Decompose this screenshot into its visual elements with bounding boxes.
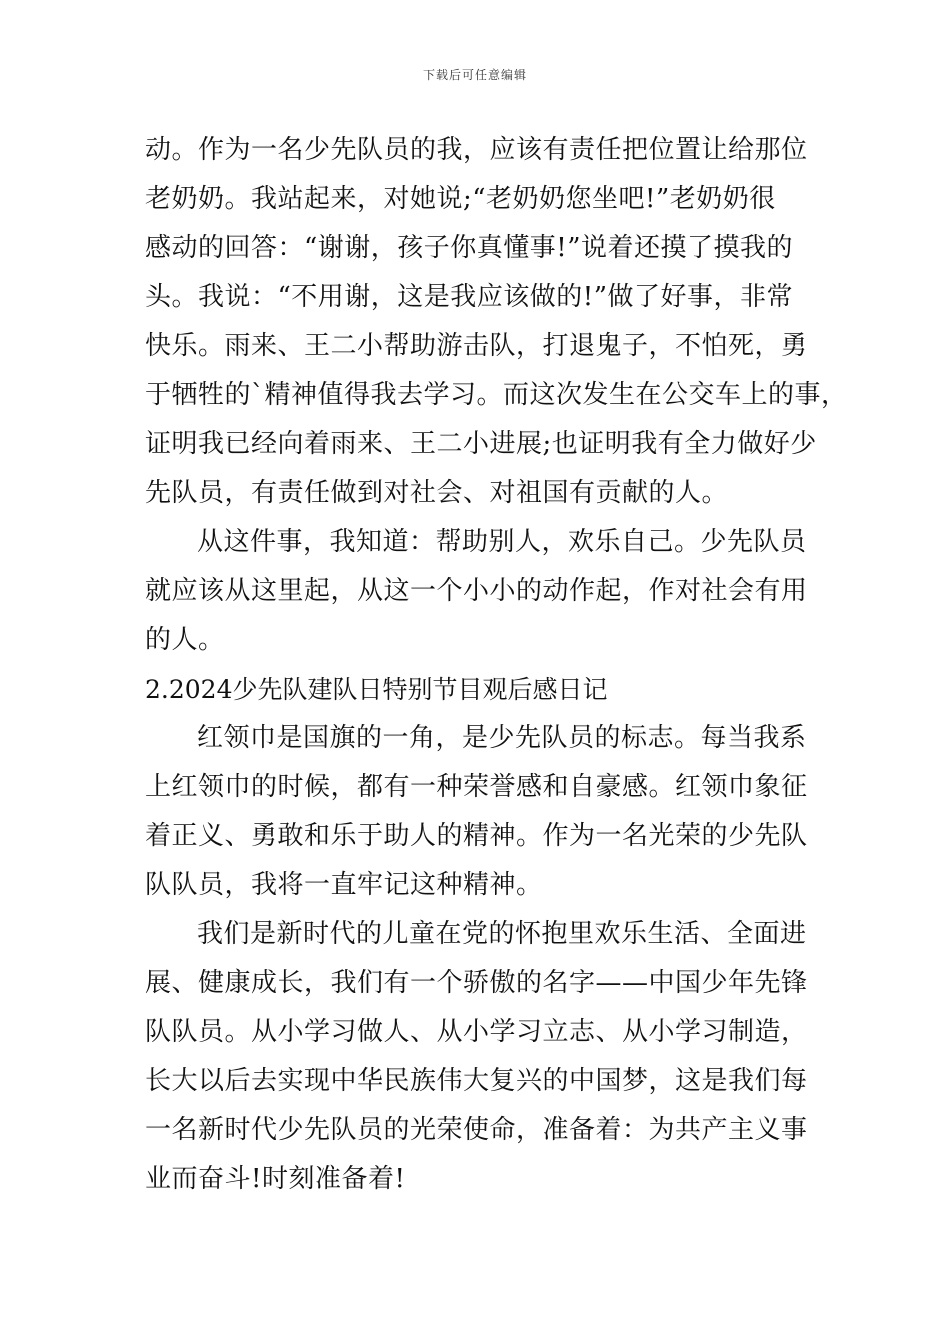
text-line: 业而奋斗!时刻准备着! xyxy=(145,1164,406,1194)
text-line: 动。作为一名少先队员的我，应该有责任把位置让给那位 xyxy=(145,135,808,165)
text-line: 老奶奶。我站起来，对她说;“老奶奶您坐吧!”老奶奶很 xyxy=(145,184,776,214)
text-line: 队队员。从小学习做人、从小学习立志、从小学习制造， xyxy=(145,1017,808,1047)
text-line: 证明我已经向着雨来、王二小进展;也证明我有全力做好少 xyxy=(145,429,817,459)
paragraph-first-line: 红领巾是国旗的一角，是少先队员的标志。每当我系 xyxy=(197,723,807,753)
section-heading: 2.2024少先队建队日特别节目观后感日记 xyxy=(145,675,608,704)
download-note: 下载后可任意编辑 xyxy=(422,68,527,82)
text-line: 先队员，有责任做到对社会、对祖国有贡献的人。 xyxy=(145,478,729,508)
paragraph-first-line: 从这件事，我知道：帮助别人，欢乐自己。少先队员 xyxy=(197,527,807,557)
text-line: 上红领巾的时候，都有一种荣誉感和自豪感。红领巾象征 xyxy=(145,772,808,802)
text-line: 展、健康成长，我们有一个骄傲的名字——中国少年先锋 xyxy=(145,968,808,998)
paragraph-first-line: 我们是新时代的儿童在党的怀抱里欢乐生活、全面进 xyxy=(197,919,807,949)
text-line: 感动的回答：“谢谢，孩子你真懂事!”说着还摸了摸我的 xyxy=(145,233,794,263)
text-line: 快乐。雨来、王二小帮助游击队，打退鬼子，不怕死，勇 xyxy=(145,331,808,361)
text-line: 的人。 xyxy=(145,625,225,655)
text-line: 于牺牲的`精神值得我去学习。而这次发生在公交车上的事， xyxy=(145,380,848,410)
text-line: 一名新时代少先队员的光荣使命，准备着：为共产主义事 xyxy=(145,1115,808,1145)
text-line: 头。我说：“不用谢，这是我应该做的!”做了好事，非常 xyxy=(145,282,794,312)
text-line: 着正义、勇敢和乐于助人的精神。作为一名光荣的少先队 xyxy=(145,821,808,851)
text-line: 就应该从这里起，从这一个小小的动作起，作对社会有用 xyxy=(145,576,808,606)
document-body xyxy=(145,126,848,1204)
text-line: 队队员，我将一直牢记这种精神。 xyxy=(145,870,543,900)
text-line: 长大以后去实现中华民族伟大复兴的中国梦，这是我们每 xyxy=(145,1066,808,1096)
